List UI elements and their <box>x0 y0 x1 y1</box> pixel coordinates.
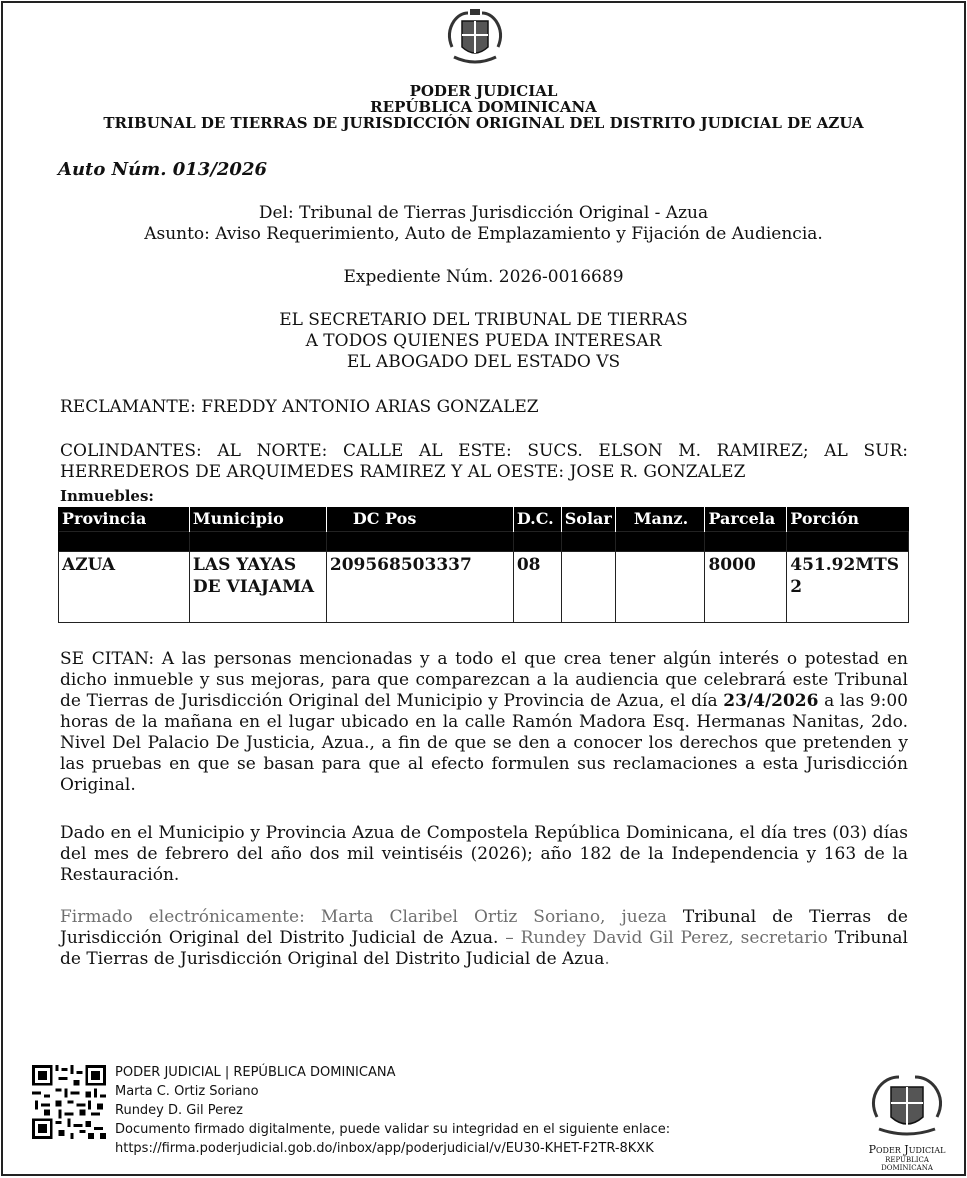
auto-number: Auto Núm. 013/2026 <box>58 159 268 180</box>
secretario-line-3: EL ABOGADO DEL ESTADO VS <box>346 352 621 372</box>
col-header-manz: Manz. <box>615 507 705 532</box>
col-header-porcion: Porción <box>787 507 909 532</box>
secretario-line-1: EL SECRETARIO DEL TRIBUNAL DE TIERRAS <box>279 310 688 330</box>
col-header-parcela: Parcela <box>705 507 787 532</box>
qr-code-icon[interactable] <box>31 1065 107 1139</box>
seal-subtitle: REPÚBLICA DOMINICANA <box>881 1156 933 1172</box>
firma-period: . <box>604 949 610 969</box>
firma-judge: Firmado electrónicamente: Marta Claribel Ortiz Soriano, jueza <box>60 907 667 927</box>
cell-solar <box>561 552 615 623</box>
firma-secretary: – Rundey David Gil Perez, secretario <box>498 928 828 948</box>
cell-provincia: AZUA <box>59 552 190 623</box>
cell-porcion: 451.92MTS2 <box>787 552 909 623</box>
col-header-provincia: Provincia <box>59 507 190 532</box>
document-header <box>3 83 964 131</box>
asunto-line: Asunto: Aviso Requerimiento, Auto de Emplazamiento y Fijación de Audiencia. <box>144 224 823 244</box>
table-row <box>59 552 909 623</box>
inmuebles-label: Inmuebles: <box>60 487 154 505</box>
footer-line-1: PODER JUDICIAL | REPÚBLICA DOMINICANA <box>115 1065 396 1080</box>
firma-tribunal-1: Tribunal de Tierras de Jurisdicción Original del Distrito Judicial de Azua. <box>60 907 908 948</box>
col-header-dc-pos: DC Pos <box>326 507 513 532</box>
table-spacer-row <box>59 532 909 552</box>
col-header-municipio: Municipio <box>189 507 326 532</box>
seal-title: Poder Judicial <box>868 1143 946 1156</box>
cell-dc: 08 <box>513 552 561 623</box>
col-header-dc: D.C. <box>513 507 561 532</box>
header-line-2: REPÚBLICA DOMINICANA <box>370 98 597 116</box>
se-citan-paragraph <box>60 649 908 796</box>
col-header-solar: Solar <box>561 507 615 532</box>
coat-of-arms-icon <box>440 7 510 71</box>
cell-municipio: LAS YAYAS DE VIAJAMA <box>189 552 326 623</box>
cell-dc-pos: 209568503337 <box>326 552 513 623</box>
dado-paragraph: Dado en el Municipio y Provincia Azua de Compostela República Dominicana, el día tres (03) días del mes de febrero del año dos mil veintiséis (2026); año 182 de la Independencia y 163 de la Restauración. <box>60 823 908 885</box>
cell-manz <box>615 552 705 623</box>
header-line-1: PODER JUDICIAL <box>409 82 558 100</box>
coat-of-arms-icon <box>863 1073 951 1139</box>
firma-tribunal-2: Tribunal de Tierras de Jurisdicción Original del Distrito Judicial de Azua <box>60 928 908 969</box>
header-line-3: TRIBUNAL DE TIERRAS DE JURISDICCIÓN ORIGINAL DEL DISTRITO JUDICIAL DE AZUA <box>103 114 864 132</box>
inmuebles-table <box>58 507 909 623</box>
se-citan-text-2: a las 9:00 horas de la mañana en el lugar ubicado en la calle Ramón Madora Esq. Hermanas Nanitas, 2do. Nivel Del Palacio De Justicia, Azua., a fin de que se den a conocer los derechos que pretenden y las pruebas en que se basan para que al efecto formulen sus reclamaciones a esta Jurisdicción Original. <box>60 691 908 795</box>
poder-judicial-seal <box>863 1073 951 1172</box>
footer-line-3: Rundey D. Gil Perez <box>115 1103 243 1118</box>
reclamante-line: RECLAMANTE: FREDDY ANTONIO ARIAS GONZALEZ <box>60 397 539 417</box>
digital-signature-footer <box>115 1063 670 1158</box>
secretario-line-2: A TODOS QUIENES PUEDA INTERESAR <box>305 331 662 351</box>
hearing-date: 23/4/2026 <box>723 691 819 711</box>
expediente-line: Expediente Núm. 2026-0016689 <box>343 267 624 287</box>
firmado-paragraph <box>60 907 908 970</box>
footer-line-4: Documento firmado digitalmente, puede validar su integridad en el siguiente enlace: <box>115 1122 671 1137</box>
colindantes-paragraph: COLINDANTES: AL NORTE: CALLE AL ESTE: SUCS. ELSON M. RAMIREZ; AL SUR: HERREDEROS DE ARQUIMEDES RAMIREZ Y AL OESTE: JOSE R. GONZALEZ <box>60 441 908 482</box>
subject-block <box>3 203 964 245</box>
document-page <box>1 1 966 1176</box>
table-header-row <box>59 507 909 532</box>
se-citan-text-1: SE CITAN: A las personas mencionadas y a todo el que crea tener algún interés o potestad en dicho inmueble y sus mejoras, para que comparezcan a la audiencia que celebrará este Tribunal de Tierras de Jurisdicción Original del Municipio y Provincia de Azua, el día <box>60 649 908 711</box>
del-line: Del: Tribunal de Tierras Jurisdicción Original - Azua <box>258 203 709 223</box>
validation-link[interactable]: https://firma.poderjudicial.gob.do/inbox/app/poderjudicial/v/EU30-KHET-F2TR-8KXK <box>115 1141 654 1156</box>
secretario-block <box>3 310 964 373</box>
cell-parcela: 8000 <box>705 552 787 623</box>
footer-line-2: Marta C. Ortiz Soriano <box>115 1084 259 1099</box>
